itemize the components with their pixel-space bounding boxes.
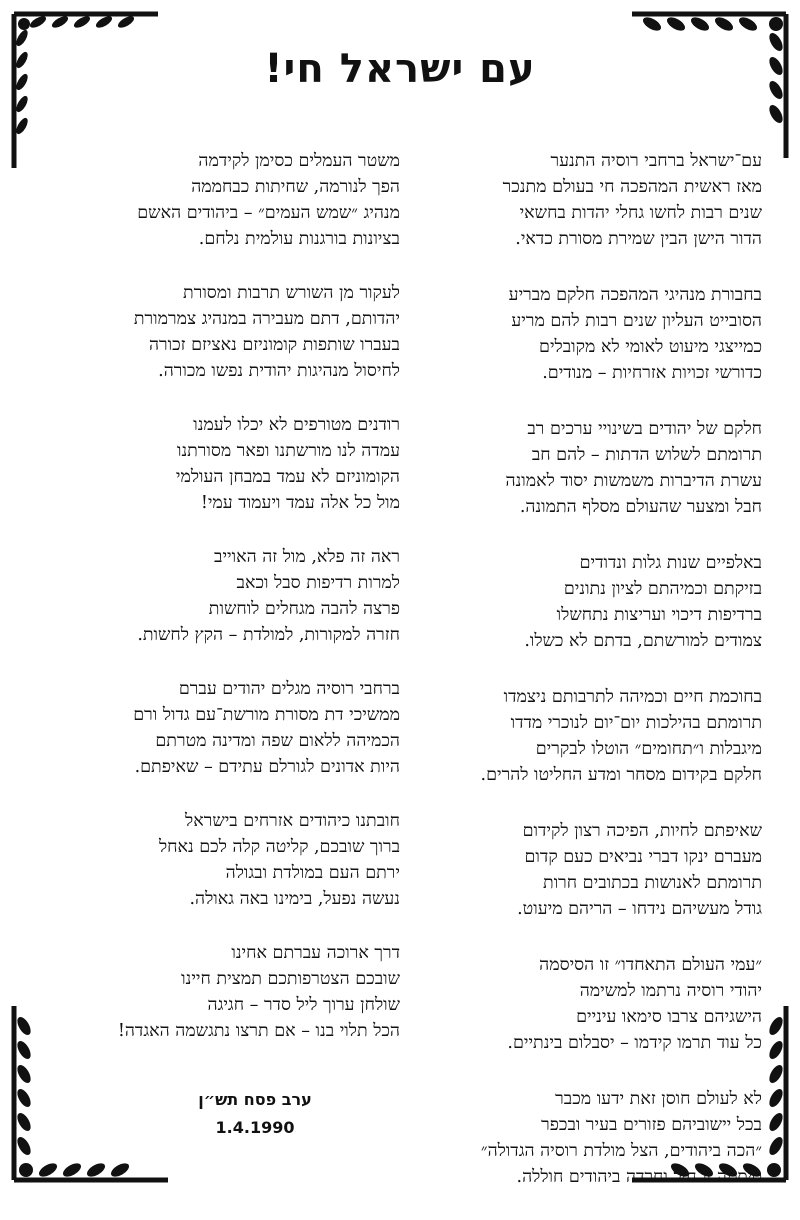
- poem-line: לא לעולם חוסן זאת ידעו מכבר: [555, 1089, 762, 1109]
- stanza: [60, 676, 400, 780]
- poem-line: דרך ארוכה עברתם אחינו: [231, 943, 400, 963]
- poem-line: חלקם של יהודים בשינויי ערכים רב: [527, 419, 762, 439]
- poem-line: בציונות בורגנות עולמית נלחם.: [198, 229, 400, 249]
- poem-line: משטר העמלים כסימן לקידמה: [198, 151, 400, 171]
- poem-line: הישגיהם צרבו סימאו עיניים: [576, 1007, 762, 1027]
- poem-line: רודנים מטורפים לא יכלו לעמנו: [193, 415, 400, 435]
- poem-line: פרצה להבה מגחלים לוחשות: [208, 599, 400, 619]
- poem-line: תרומתם בהילכות יום־יום לנוכרי מדדו: [510, 713, 762, 733]
- poem-line: מאז ראשית המהפכה חי בעולם מתנכר: [502, 177, 762, 197]
- poem-line: הקומוניזם לא עמד במבחן העולמי: [175, 467, 400, 487]
- poem-line: ברחבי רוסיה מגלים יהודים עברם: [178, 679, 400, 699]
- stanza: [432, 1086, 762, 1190]
- signature-date: 1.4.1990: [215, 1118, 295, 1137]
- poem-line: שובכם הצטרפותכם תמצית חיינו: [181, 969, 400, 989]
- stanza: [432, 818, 762, 922]
- poem-line: צמודים למורשתם, בדתם לא כשלו.: [524, 631, 762, 651]
- poem-line: ״הכה ביהודים, הצל מולדת רוסיה הגדולה״: [480, 1141, 762, 1161]
- poem-line: חבל ומצער שהעולם מסלף התמונה.: [519, 497, 762, 517]
- poem-line: הכמיהה ללאום שפה ומדינה מטרתם: [155, 731, 400, 751]
- poem-line: למרות רדיפות סבל וכאב: [236, 573, 400, 593]
- poem-line: ברדיפות דיכוי ועריצות נתחשלו: [556, 605, 762, 625]
- poem-line: עם־ישראל ברחבי רוסיה התנער: [550, 151, 762, 171]
- poem-line: יהודי רוסיה נרתמו למשימה: [579, 981, 762, 1001]
- poem-line: לעקור מן השורש תרבות ומסורת: [183, 283, 400, 303]
- poem-line: מעברם ינקו דברי נביאים כעם קדום: [524, 847, 762, 867]
- poem-line: הדור הישן הבין שמירת מסורת כדאי.: [515, 229, 762, 249]
- poem-line: היות אדונים לגורלם עתידם – שאיפתם.: [134, 757, 400, 777]
- poem-line: יהדותם, דתם מעבירה במנהיג צמרמורת: [133, 309, 400, 329]
- poem-title: עם ישראל חי!: [264, 46, 536, 92]
- poem-line: חזרה למקורות, למולדת – הקץ לחשות.: [137, 625, 400, 645]
- poem-line: סיסמה זו חיל וחרדה ביהודים חוללה.: [516, 1167, 762, 1187]
- poem-line: ברוך שובכם, קליטה קלה לכם נאחל: [158, 837, 400, 857]
- stanza: [432, 952, 762, 1056]
- signature-block: [150, 1086, 360, 1142]
- poem-line: ״עמי העולם התאחדו״ זו הסיסמה: [539, 955, 762, 975]
- poem-line: חובתנו כיהודים אזרחים בישראל: [185, 811, 400, 831]
- stanza: [60, 280, 400, 384]
- poem-line: תרומתם לשלוש הדתות – להם חב: [531, 445, 762, 465]
- poem-line: עשרת הדיברות משמשות יסוד לאמונה: [505, 471, 762, 491]
- stanza: [60, 808, 400, 912]
- poem-line: כדורשי זכויות אזרחיות – מנודים.: [542, 363, 762, 383]
- stanza: [432, 282, 762, 386]
- poem-line: בעברו שותפות קומוניזם נאציזם זכורה: [148, 335, 400, 355]
- poem-line: מול כל אלה עמד ויעמוד עמי!: [200, 493, 400, 513]
- poem-column-left: [60, 148, 400, 1072]
- poem-line: כמייצגי מיעוט לאומי לא מקובלים: [539, 337, 762, 357]
- poem-line: נעשה נפעל, בימינו באה גאולה.: [189, 889, 400, 909]
- poem-line: שאיפתם לחיות, הפיכה רצון לקידום: [522, 821, 762, 841]
- poem-line: תרומתם לאנושות בכתובים חרות: [543, 873, 762, 893]
- stanza: [432, 148, 762, 252]
- poem-line: שנים רבות לחשו גחלי יהדות בחשאי: [519, 203, 762, 223]
- poem-line: בכל יישוביהם פזורים בעיר ובכפר: [541, 1115, 762, 1135]
- poem-column-right: [432, 148, 762, 1220]
- poem-line: בחוכמת חיים וכמיהה לתרבותם ניצמדו: [503, 687, 762, 707]
- poem-line: ירתם העם במולדת ובגולה: [225, 863, 400, 883]
- poem-line: שולחן ערוך ליל סדר – חגיגה: [207, 995, 400, 1015]
- stanza: [432, 550, 762, 654]
- poem-line: הפך לנורמה, שחיתות כבחממה: [191, 177, 400, 197]
- stanza: [60, 148, 400, 252]
- poem-line: באלפיים שנות גלות ונדודים: [579, 553, 762, 573]
- poem-line: בחבורת מנהיגי המהפכה חלקם מבריע: [508, 285, 762, 305]
- poem-line: בזיקתם וכמיהתם לציון נתונים: [563, 579, 762, 599]
- poem-line: חלקם בקידום מסחר ומדע החליטו להרים.: [480, 765, 762, 785]
- poem-line: ראה זה פלא, מול זה האוייב: [214, 547, 400, 567]
- poem-line: ממשיכי דת מסורת מורשת־עם גדול ורם: [133, 705, 400, 725]
- poem-line: גודל מעשיהם נידחו – הריהם מיעוט.: [517, 899, 762, 919]
- poem-line: עמדה לנו מורשתנו ופאר מסורתנו: [176, 441, 400, 461]
- signature-occasion: ערב פסח תש״ן: [198, 1090, 312, 1109]
- poem-line: מיגבלות ו״תחומים״ הוטלו לבקרים: [535, 739, 762, 759]
- poem-line: מנהיג ״שמש העמים״ – ביהודים האשם: [137, 203, 400, 223]
- poem-line: כל עוד תרמו קידמו – יסבלום בינתיים.: [507, 1033, 762, 1053]
- poem-line: לחיסול מנהיגות יהודית נפשו מכורה.: [158, 361, 400, 381]
- poem-line: הכל תלוי בנו – אם תרצו נתגשמה האגדה!: [117, 1021, 400, 1041]
- stanza: [60, 412, 400, 516]
- stanza: [60, 544, 400, 648]
- poem-line: הסובייט העליון שנים רבות להם מריע: [511, 311, 762, 331]
- stanza: [432, 416, 762, 520]
- stanza: [60, 940, 400, 1044]
- stanza: [432, 684, 762, 788]
